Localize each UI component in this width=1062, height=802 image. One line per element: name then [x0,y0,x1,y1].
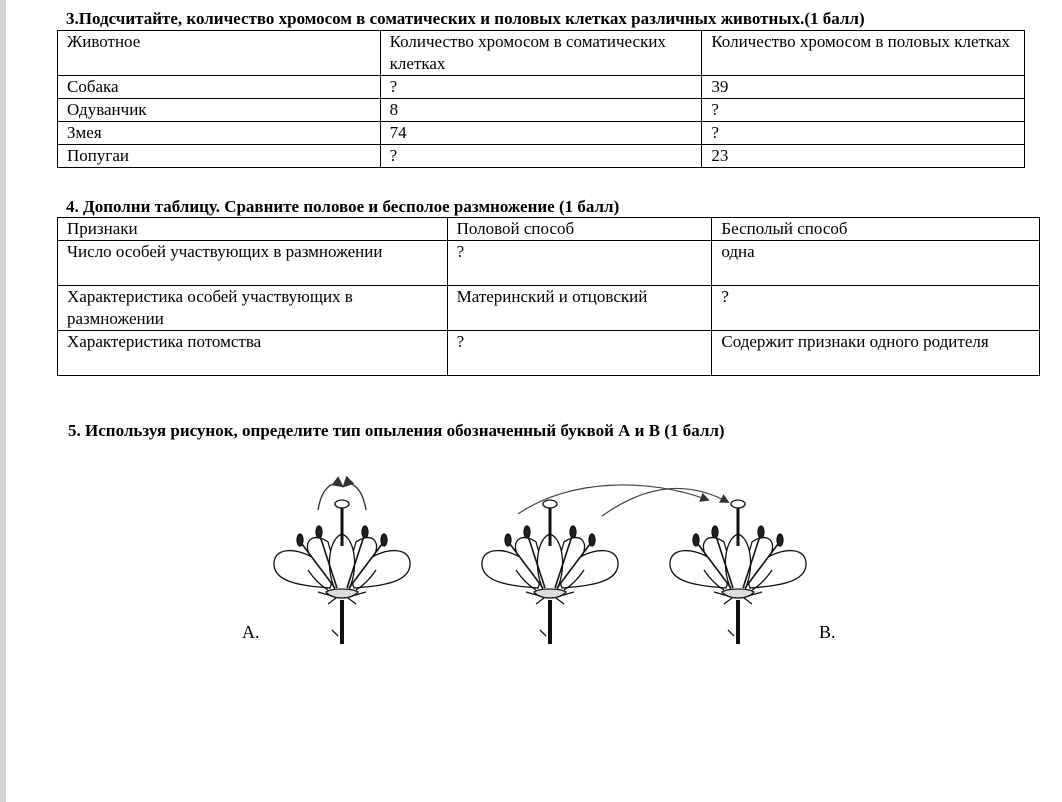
flower-b2-illustration [670,500,806,644]
table-cell: 23 [702,145,1025,168]
table-cell: ? [712,286,1040,331]
flower-b1-illustration [482,500,618,644]
task3-title: 3.Подсчитайте, количество хромосом в соматических и половых клетках различных животных.(1 балл) [66,9,865,28]
flower-a-illustration [274,484,410,644]
table-cell: Характеристика потомства [58,331,448,376]
table-cell: 74 [380,122,702,145]
table-row [58,241,1040,286]
header-cell: Признаки [58,218,448,241]
table-row [58,76,1025,99]
table-row [58,286,1040,331]
table-row [58,145,1025,168]
pollination-figure [230,474,850,644]
table-row [58,122,1025,145]
table-header-row [58,218,1040,241]
table-cell: Материнский и отцовский [447,286,712,331]
table-row [58,99,1025,122]
header-cell: Количество хромосом в соматических клетках [380,31,702,76]
table-cell: одна [712,241,1040,286]
table-cell: Характеристика особей участвующих в размножении [58,286,448,331]
table-cell: ? [702,122,1025,145]
table-row [58,331,1040,376]
label-b: В. [819,622,836,642]
task5-title: 5. Используя рисунок, определите тип опыления обозначенный буквой А и В (1 балл) [68,421,725,440]
table-cell: ? [380,76,702,99]
header-cell: Половой способ [447,218,712,241]
table-cell: Число особей участвующих в размножении [58,241,448,286]
chromosome-table [57,30,1025,168]
table-cell: Содержит признаки одного родителя [712,331,1040,376]
task4-title: 4. Дополни таблицу. Сравните половое и бесполое размножение (1 балл) [66,197,620,216]
table-cell: ? [447,241,712,286]
table-cell: ? [447,331,712,376]
header-cell: Животное [58,31,381,76]
table-cell: ? [380,145,702,168]
table-cell: Одуванчик [58,99,381,122]
page-left-border [0,0,6,802]
table-header-row [58,31,1025,76]
header-cell: Количество хромосом в половых клетках [702,31,1025,76]
table-cell: ? [702,99,1025,122]
reproduction-table [57,217,1040,376]
table-cell: 8 [380,99,702,122]
label-a: А. [242,622,260,642]
table-cell: Змея [58,122,381,145]
table-cell: Попугаи [58,145,381,168]
table-cell: Собака [58,76,381,99]
table-cell: 39 [702,76,1025,99]
header-cell: Бесполый способ [712,218,1040,241]
